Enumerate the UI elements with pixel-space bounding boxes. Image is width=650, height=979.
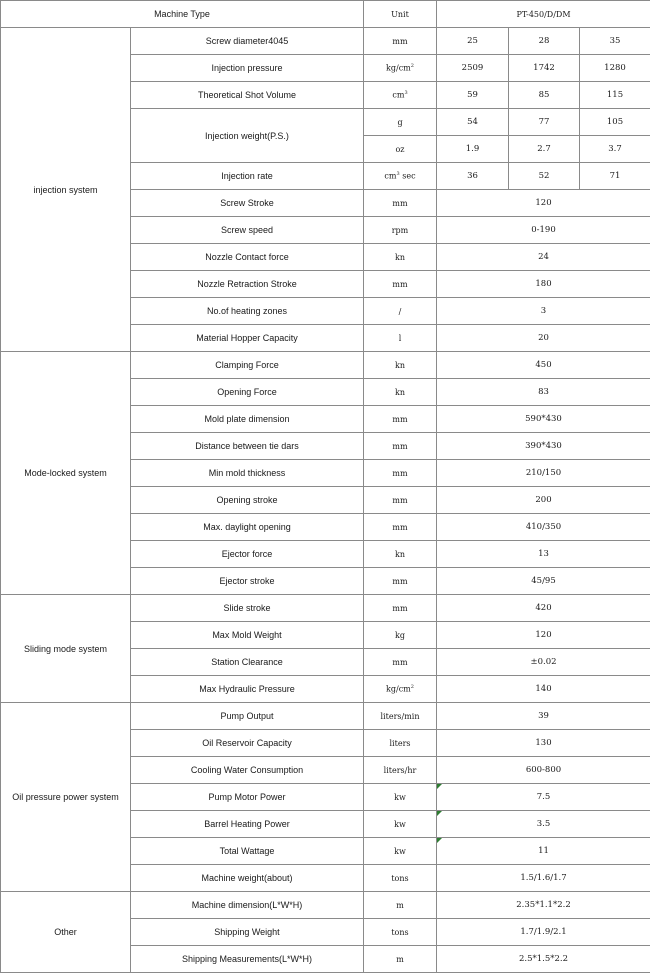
spec-row	[1, 703, 650, 730]
value-cell: 1.5/1.6/1.7	[437, 865, 650, 892]
value-cell: 3.7	[580, 136, 650, 163]
value-cell: 105	[580, 109, 650, 136]
unit-cell: mm	[364, 190, 437, 217]
value-cell: 410/350	[437, 514, 650, 541]
unit-cell: mm	[364, 487, 437, 514]
section-name: Other	[1, 892, 131, 973]
parameter-label: Total Wattage	[131, 838, 364, 865]
value-cell: 180	[437, 271, 650, 298]
unit-cell: rpm	[364, 217, 437, 244]
value-cell: 210/150	[437, 460, 650, 487]
parameter-label: Pump Output	[131, 703, 364, 730]
value-cell: 0-190	[437, 217, 650, 244]
section-name: Oil pressure power system	[1, 703, 131, 892]
unit-cell: /	[364, 298, 437, 325]
value-cell: 2.5*1.5*2.2	[437, 946, 650, 973]
unit-cell: m	[364, 946, 437, 973]
unit-cell: tons	[364, 919, 437, 946]
spec-row	[1, 352, 650, 379]
unit-cell: liters/hr	[364, 757, 437, 784]
value-cell: 1.7/1.9/2.1	[437, 919, 650, 946]
parameter-label: Screw speed	[131, 217, 364, 244]
header-machine-type: Machine Type	[1, 1, 364, 28]
header-model: PT-450/D/DM	[437, 1, 650, 28]
parameter-label: Injection weight(P.S.)	[131, 109, 364, 163]
parameter-label: Injection pressure	[131, 55, 364, 82]
section-name: injection system	[1, 28, 131, 352]
parameter-label: Cooling Water Consumption	[131, 757, 364, 784]
value-cell: 39	[437, 703, 650, 730]
parameter-label: Screw diameter4045	[131, 28, 364, 55]
parameter-label: Screw Stroke	[131, 190, 364, 217]
parameter-label: Distance between tie dars	[131, 433, 364, 460]
value-cell: 7.5	[437, 784, 650, 811]
value-cell: 52	[509, 163, 580, 190]
unit-cell: mm	[364, 595, 437, 622]
value-cell: 600-800	[437, 757, 650, 784]
unit-cell: liters	[364, 730, 437, 757]
value-cell: 28	[509, 28, 580, 55]
value-cell: 140	[437, 676, 650, 703]
parameter-label: Injection rate	[131, 163, 364, 190]
unit-cell: kw	[364, 784, 437, 811]
parameter-label: Oil Reservoir Capacity	[131, 730, 364, 757]
parameter-label: Nozzle Retraction Stroke	[131, 271, 364, 298]
value-cell: 590*430	[437, 406, 650, 433]
parameter-label: Shipping Weight	[131, 919, 364, 946]
parameter-label: Machine weight(about)	[131, 865, 364, 892]
unit-cell: kw	[364, 838, 437, 865]
parameter-label: No.of heating zones	[131, 298, 364, 325]
parameter-label: Ejector force	[131, 541, 364, 568]
unit-cell: kn	[364, 244, 437, 271]
parameter-label: Max Mold Weight	[131, 622, 364, 649]
value-cell: 200	[437, 487, 650, 514]
parameter-label: Mold plate dimension	[131, 406, 364, 433]
unit-cell: liters/min	[364, 703, 437, 730]
header-row	[1, 1, 650, 28]
value-cell: 36	[437, 163, 509, 190]
value-cell: 115	[580, 82, 650, 109]
unit-cell: $cm^3$	[364, 82, 437, 109]
unit-cell: $kg/cm^2$	[364, 55, 437, 82]
parameter-label: Pump Motor Power	[131, 784, 364, 811]
value-cell: 3	[437, 298, 650, 325]
parameter-label: Max. daylight opening	[131, 514, 364, 541]
parameter-label: Nozzle Contact force	[131, 244, 364, 271]
unit-cell: oz	[364, 136, 437, 163]
parameter-label: Clamping Force	[131, 352, 364, 379]
unit-cell: l	[364, 325, 437, 352]
value-cell: 35	[580, 28, 650, 55]
parameter-label: Shipping Measurements(L*W*H)	[131, 946, 364, 973]
value-cell: 3.5	[437, 811, 650, 838]
value-cell: 11	[437, 838, 650, 865]
unit-cell: mm	[364, 406, 437, 433]
unit-cell: tons	[364, 865, 437, 892]
unit-cell: mm	[364, 460, 437, 487]
unit-cell: g	[364, 109, 437, 136]
value-cell: ±0.02	[437, 649, 650, 676]
value-cell: 450	[437, 352, 650, 379]
value-cell: 2509	[437, 55, 509, 82]
spec-row	[1, 28, 650, 55]
parameter-label: Material Hopper Capacity	[131, 325, 364, 352]
value-cell: 59	[437, 82, 509, 109]
value-cell: 85	[509, 82, 580, 109]
parameter-label: Ejector stroke	[131, 568, 364, 595]
unit-cell: mm	[364, 433, 437, 460]
unit-cell: m	[364, 892, 437, 919]
parameter-label: Opening Force	[131, 379, 364, 406]
unit-cell: mm	[364, 28, 437, 55]
parameter-label: Station Clearance	[131, 649, 364, 676]
unit-cell: kg	[364, 622, 437, 649]
value-cell: 71	[580, 163, 650, 190]
value-cell: 130	[437, 730, 650, 757]
unit-cell: $cm^3$ sec	[364, 163, 437, 190]
section-name: Mode-locked system	[1, 352, 131, 595]
value-cell: 1280	[580, 55, 650, 82]
spec-row	[1, 892, 650, 919]
unit-cell: kn	[364, 352, 437, 379]
value-cell: 20	[437, 325, 650, 352]
unit-cell: $kg/cm^2$	[364, 676, 437, 703]
value-cell: 54	[437, 109, 509, 136]
value-cell: 390*430	[437, 433, 650, 460]
unit-cell: mm	[364, 271, 437, 298]
value-cell: 120	[437, 622, 650, 649]
unit-cell: kn	[364, 379, 437, 406]
value-cell: 25	[437, 28, 509, 55]
parameter-label: Opening stroke	[131, 487, 364, 514]
value-cell: 13	[437, 541, 650, 568]
value-cell: 1742	[509, 55, 580, 82]
unit-cell: kw	[364, 811, 437, 838]
header-unit: Unit	[364, 1, 437, 28]
parameter-label: Theoretical Shot Volume	[131, 82, 364, 109]
value-cell: 120	[437, 190, 650, 217]
value-cell: 2.7	[509, 136, 580, 163]
value-cell: 77	[509, 109, 580, 136]
value-cell: 24	[437, 244, 650, 271]
parameter-label: Machine dimension(L*W*H)	[131, 892, 364, 919]
parameter-label: Slide stroke	[131, 595, 364, 622]
parameter-label: Barrel Heating Power	[131, 811, 364, 838]
value-cell: 2.35*1.1*2.2	[437, 892, 650, 919]
unit-cell: mm	[364, 568, 437, 595]
section-name: Sliding mode system	[1, 595, 131, 703]
parameter-label: Min mold thickness	[131, 460, 364, 487]
unit-cell: mm	[364, 649, 437, 676]
unit-cell: mm	[364, 514, 437, 541]
value-cell: 420	[437, 595, 650, 622]
unit-cell: kn	[364, 541, 437, 568]
value-cell: 45/95	[437, 568, 650, 595]
value-cell: 83	[437, 379, 650, 406]
value-cell: 1.9	[437, 136, 509, 163]
spec-row	[1, 595, 650, 622]
parameter-label: Max Hydraulic Pressure	[131, 676, 364, 703]
